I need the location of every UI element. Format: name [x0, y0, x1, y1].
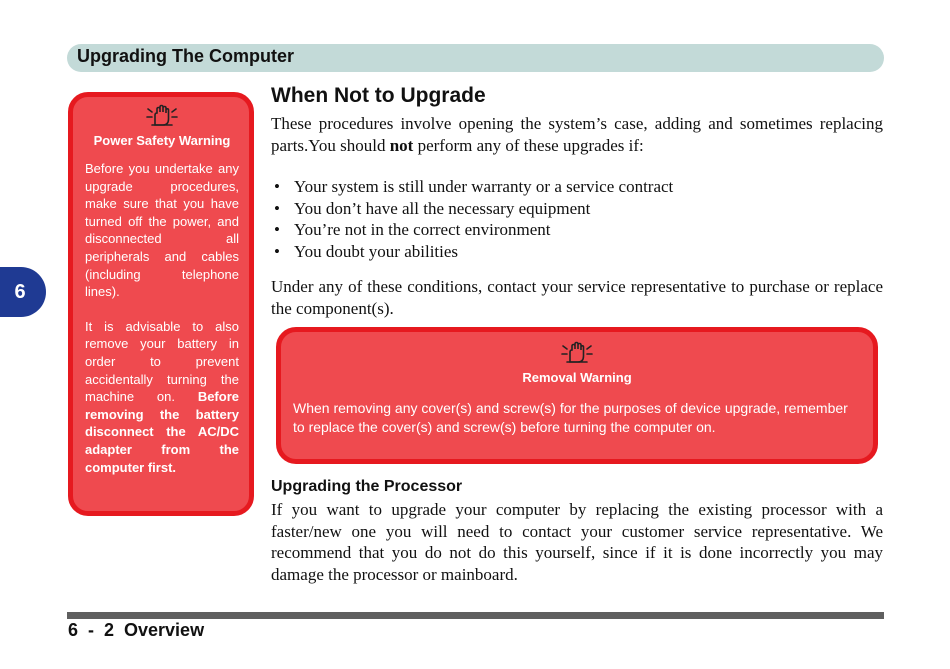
intro-bold-word: not: [389, 135, 414, 155]
warning-hand-icon: [560, 340, 594, 366]
section-title-processor: Upgrading the Processor: [271, 478, 463, 495]
list-item: • Your system is still under warranty or a service contract: [271, 176, 883, 198]
battery-advice-text: [85, 318, 239, 476]
processor-paragraph: If you want to upgrade your computer by replacing the existing processor with a faster/new one you will need to contact your customer service representative. We recommend that you do not do this yourself, since if it is done incorrectly you may damage the processor or mainboard.: [271, 500, 883, 584]
conditions-paragraph: Under any of these conditions, contact your service representative to purchase or replace the component(s).: [271, 277, 883, 318]
page-footer: 6 - 2 Overview: [68, 620, 205, 640]
header-bar: [67, 44, 884, 72]
list-item: • You don’t have all the necessary equipment: [271, 198, 883, 220]
removal-warning-text: When removing any cover(s) and screw(s) for the purposes of device upgrade, remember to replace the cover(s) and screw(s) before turning the computer on.: [293, 400, 848, 435]
list-item: • You doubt your abilities: [271, 241, 883, 263]
upgrade-conditions-list: [271, 176, 883, 262]
warning-hand-icon: [145, 103, 179, 129]
power-safety-warning-box: [68, 92, 254, 516]
intro-paragraph: [271, 113, 883, 156]
footer-rule: [67, 612, 884, 619]
removal-warning-title: Removal Warning: [522, 370, 632, 385]
battery-advice-bold: Before removing the battery disconnect the AC/DC adapter from the computer first.: [85, 389, 239, 475]
battery-advice-plain: It is advisable to also remove your battery in order to prevent accidentally turning the machine on.: [85, 318, 239, 405]
page-title: When Not to Upgrade: [271, 84, 486, 107]
intro-text-end: perform any of these upgrades if:: [413, 135, 644, 155]
intro-text: These procedures involve opening the system’s case, adding and sometimes replacing parts.You should: [271, 114, 883, 155]
chapter-tab: 6: [0, 267, 46, 317]
removal-warning-box: [276, 327, 878, 464]
list-item: • You’re not in the correct environment: [271, 219, 883, 241]
power-safety-warning-text: Before you undertake any upgrade procedures, make sure that you have turned off the power, and disconnected all peripherals and cables (including telephone lines).: [85, 161, 239, 300]
power-safety-warning-title: Power Safety Warning: [93, 133, 231, 148]
header-title: Upgrading The Computer: [77, 46, 294, 66]
